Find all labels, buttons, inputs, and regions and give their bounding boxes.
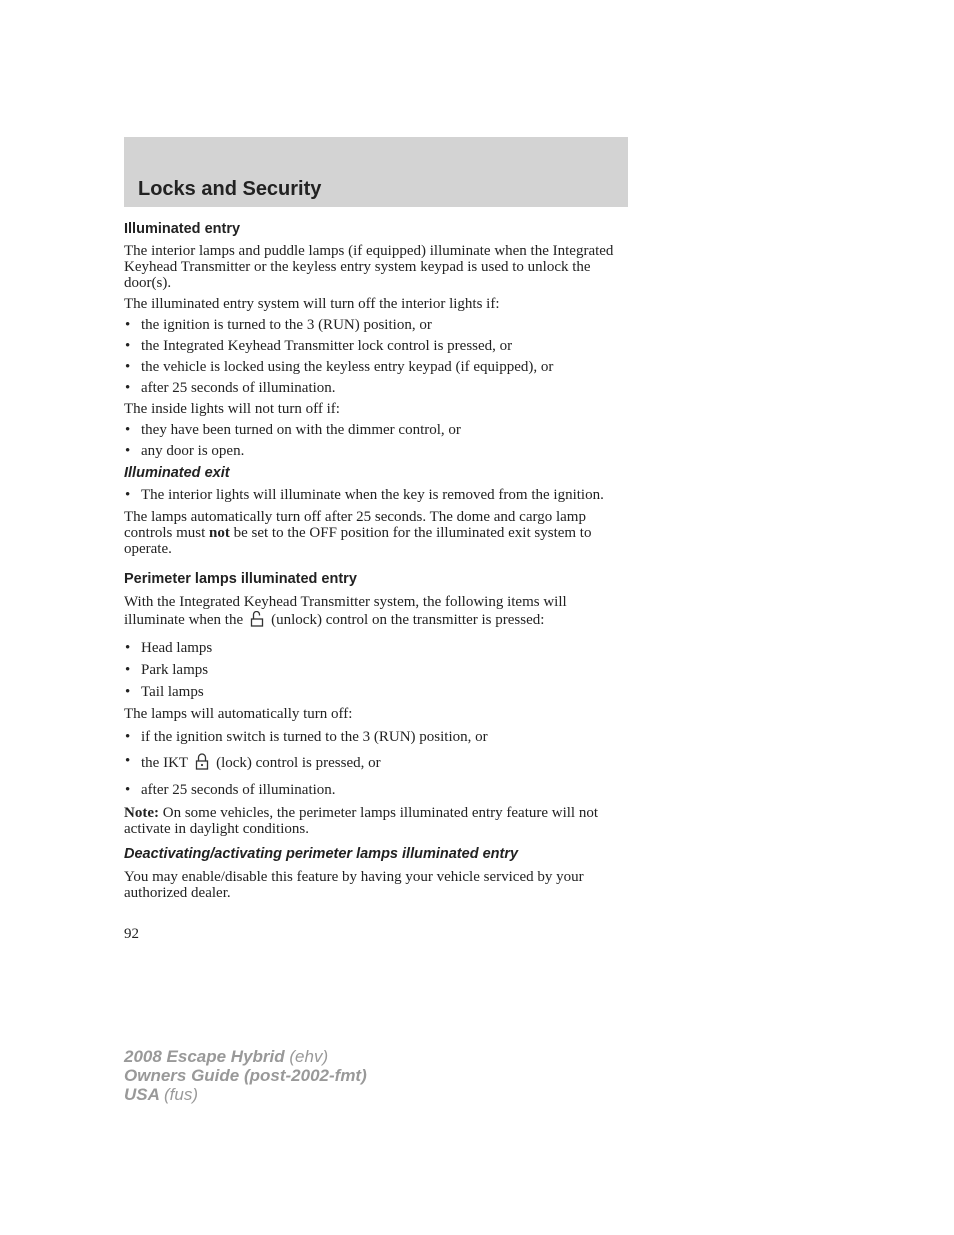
paragraph-perimeter-intro: With the Integrated Keyhead Transmitter system, the following items will illuminate when the (unlock) control on the transmitter is pressed: — [124, 594, 628, 632]
heading-illuminated-exit: Illuminated exit — [124, 465, 230, 481]
paragraph-note: Note: On some vehicles, the perimeter lamps illuminated entry feature will not activate in daylight conditions. — [124, 805, 599, 837]
list-turn-off-conditions — [124, 317, 628, 396]
section-title: Locks and Security — [138, 178, 322, 200]
list-item: • after 25 seconds of illumination. — [124, 782, 628, 798]
note-label: Note: — [124, 805, 159, 821]
paragraph-exit-timer: The lamps automatically turn off after 25 seconds. The dome and cargo lamp controls must not be set to the OFF position for the illuminated exit system to operate. — [124, 509, 592, 557]
document-footer — [124, 1047, 367, 1104]
list-perimeter-items — [124, 640, 628, 700]
footer-line-guide: Owners Guide (post-2002-fmt) — [124, 1066, 367, 1085]
heading-illuminated-entry: Illuminated entry — [124, 221, 241, 237]
list-item: • the ignition is turned to the 3 (RUN) position, or — [124, 317, 628, 333]
list-exit — [124, 487, 628, 503]
footer-line-market: USA (fus) — [124, 1085, 198, 1104]
list-item: • they have been turned on with the dimmer control, or — [124, 422, 628, 438]
list-item: • if the ignition switch is turned to the 3 (RUN) position, or — [124, 729, 628, 745]
unlock-padlock-icon — [249, 611, 265, 632]
emphasis-not: not — [209, 525, 230, 541]
paragraph-dealer-service: You may enable/disable this feature by having your vehicle serviced by your authorized dealer. — [124, 869, 584, 901]
section-header-band — [124, 137, 628, 207]
heading-deactivating-perimeter: Deactivating/activating perimeter lamps illuminated entry — [124, 846, 519, 862]
heading-perimeter-lamps: Perimeter lamps illuminated entry — [124, 571, 357, 587]
list-item: • The interior lights will illuminate when the key is removed from the ignition. — [124, 487, 628, 503]
list-item: • Head lamps — [124, 640, 628, 656]
paragraph-turn-off-if: The illuminated entry system will turn off the interior lights if: — [124, 296, 500, 312]
list-item: • the IKT (lock) control is pressed, or — [124, 753, 628, 774]
paragraph-entry-intro: The interior lamps and puddle lamps (if equipped) illuminate when the Integrated Keyhead Transmitter or the keyless entry system keypad is used to unlock the door(s). — [124, 243, 614, 291]
footer-line-model: 2008 Escape Hybrid (ehv) — [124, 1047, 329, 1066]
page-number: 92 — [124, 926, 139, 942]
list-item: • the Integrated Keyhead Transmitter lock control is pressed, or — [124, 338, 628, 354]
list-item: • Tail lamps — [124, 684, 628, 700]
paragraph-not-turn-off: The inside lights will not turn off if: — [124, 401, 340, 417]
list-item: • any door is open. — [124, 443, 628, 459]
list-item: • Park lamps — [124, 662, 628, 678]
list-item: • after 25 seconds of illumination. — [124, 380, 628, 396]
list-auto-off-conditions — [124, 729, 628, 798]
page-content — [124, 221, 628, 901]
list-stay-on-conditions — [124, 422, 628, 459]
paragraph-auto-off: The lamps will automatically turn off: — [124, 706, 353, 722]
list-item: • the vehicle is locked using the keyless entry keypad (if equipped), or — [124, 359, 628, 375]
lock-padlock-icon — [194, 753, 210, 774]
